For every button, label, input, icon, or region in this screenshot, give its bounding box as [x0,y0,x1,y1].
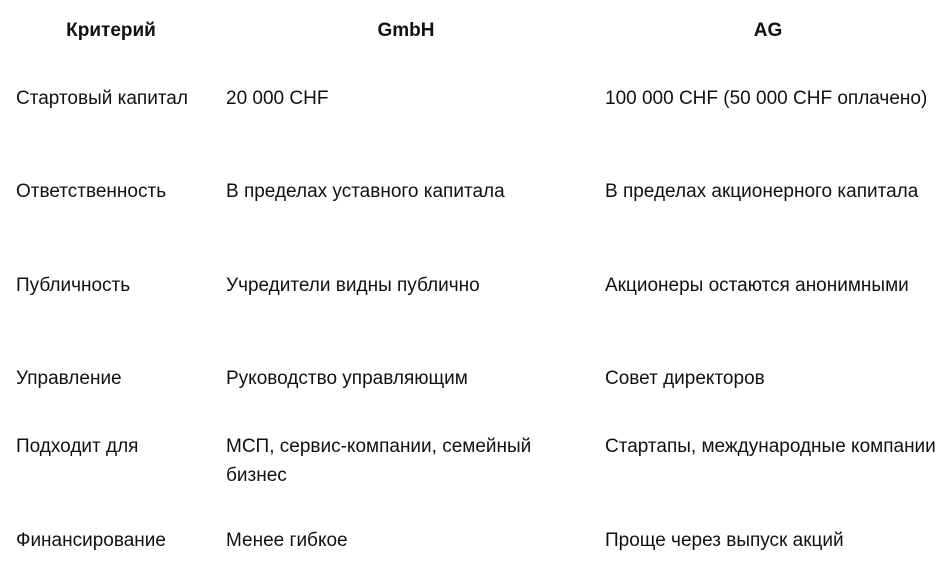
row-ag: Совет директоров [605,368,765,389]
row-criterion: Подходит для [16,436,139,457]
header-criterion: Критерий [66,20,156,41]
header-gmbh: GmbH [377,20,435,41]
row-criterion: Публичность [16,275,131,296]
row-ag: Акционеры остаются анонимными [605,275,909,296]
row-ag: В пределах акционерного капитала [605,181,919,202]
header-ag: AG [753,20,783,41]
row-gmbh: 20 000 CHF [226,88,329,109]
row-gmbh: В пределах уставного капитала [226,181,505,202]
row-gmbh: Учредители видны публично [226,275,480,296]
row-criterion: Ответственность [16,181,167,202]
row-ag: Стартапы, международные компании [605,436,936,457]
row-gmbh: МСП, сервис-компании, семейный бизнес [226,436,532,486]
row-criterion: Финансирование [16,530,166,551]
row-gmbh: Менее гибкое [226,530,348,551]
row-ag: Проще через выпуск акций [605,530,844,551]
row-criterion: Стартовый капитал [16,88,188,109]
row-criterion: Управление [16,368,122,389]
row-gmbh: Руководство управляющим [226,368,468,389]
row-ag: 100 000 CHF (50 000 CHF оплачено) [605,88,928,109]
